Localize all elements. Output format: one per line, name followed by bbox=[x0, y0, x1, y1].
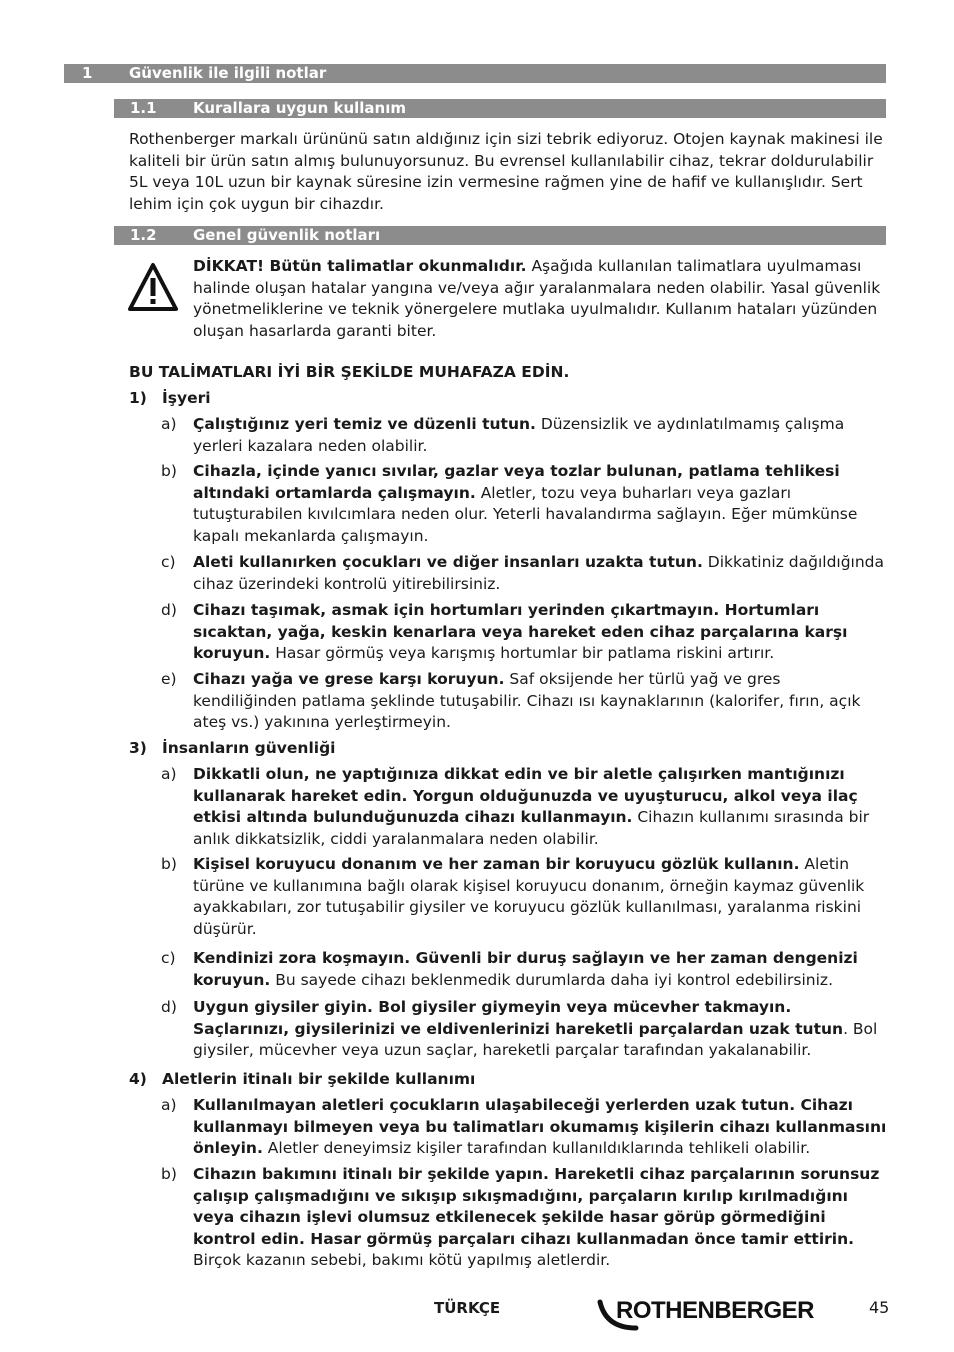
subsection-heading: 1) İşyeri bbox=[129, 389, 211, 407]
keep-instructions-notice: BU TALİMATLARI İYİ BİR ŞEKİLDE MUHAFAZA EDİN. bbox=[129, 363, 570, 381]
list-item: d) Cihazı taşımak, asmak için hortumları yerinden çıkartmayın. Hortumları sıcaktan, yağa, keskin kenarlara veya hareket eden cihaz parçalarına karşı koruyun. Hasar görmüş veya karışmış hortumlar bir patlama riskini artırır. bbox=[161, 601, 848, 663]
subsection-heading: 4) Aletlerin itinalı bir şekilde kullanımı bbox=[129, 1070, 476, 1088]
list-item: b) Cihazın bakımını itinalı bir şekilde yapın. Hareketli cihaz parçalarının sorunsuz çalışıp çalışmadığını ve sıkışıp sıkışmadığını, parçaların kırılıp kırılmadığını veya cihazın işlevi olumsuz etkilenecek şekilde hasar görüp görmediğini kontrol edin. Hasar görmüş parçaları cihazı kullanmadan önce tamir ettirin. Birçok kazanın sebebi, bakımı kötü yapılmış aletlerdir. bbox=[161, 1165, 880, 1270]
page-number: 45 bbox=[869, 1298, 890, 1317]
subsection-heading: 3) İnsanların güvenliği bbox=[129, 739, 336, 757]
list-item: a) Dikkatli olun, ne yaptığınıza dikkat edin ve bir aletle çalışırken mantığınızı kullanarak hareket edin. Yorgun olduğunuzda ve uyuşturucu, alkol veya ilaç etkisi altında bulunduğunuzda cihazı kullanmayın. Cihazın kullanımı sırasında bir anlık dikkatsizlik, ciddi yaralanmalara neden olabilir. bbox=[161, 765, 870, 848]
section-heading-1-1 bbox=[114, 99, 886, 118]
list-item: b) Kişisel koruyucu donanım ve her zaman bir koruyucu gözlük kullanın. Aletin türüne ve kullanımına bağlı olarak kişisel koruyucu donanım, örneğin kaymaz güvenlik ayakkabıları, zor tutuşabilir giysiler ve koruyucu gözlük kullanılması, yaralanma riskini düşürür. bbox=[161, 855, 865, 938]
list-item: c) Kendinizi zora koşmayın. Güvenli bir duruş sağlayın ve her zaman dengenizi koruyun. Bu sayede cihazı beklenmedik durumlarda daha iyi kontrol edebilirsiniz. bbox=[161, 949, 858, 989]
list-item: a) Çalıştığınız yeri temiz ve düzenli tutun. Düzensizlik ve aydınlatılmamış çalışma yerleri kazalara neden olabilir. bbox=[161, 415, 845, 455]
section-heading-1-2 bbox=[114, 226, 886, 245]
warning-bold: DİKKAT! Bütün talimatlar okunmalıdır. bbox=[193, 257, 527, 275]
section-number: 1.1 bbox=[130, 99, 157, 117]
list-item: d) Uygun giysiler giyin. Bol giysiler giymeyin veya mücevher takmayın. Saçlarınızı, giysilerinizi ve eldivenlerinizi hareketli parçalardan uzak tutun. Bol giysiler, mücevher veya uzun saçlar, hareketli parçalar tarafından yakalanabilir. bbox=[161, 998, 878, 1060]
intro-paragraph: Rothenberger markalı ürününü satın aldığınız için sizi tebrik ediyoruz. Otojen kaynak makinesi ile kaliteli bir ürün satın almış bulunuyorsunuz. Bu evrensel kullanılabilir cihaz, tekrar doldurulabilir 5L veya 10L uzun bir kaynak süresine izin vermesine rağmen yine de hafif ve kullanışlıdır. Sert lehim için çok uygun bir cihazdır. bbox=[129, 130, 883, 213]
footer-language: TÜRKÇE bbox=[434, 1299, 501, 1317]
section-heading-1 bbox=[64, 64, 886, 83]
section-title: Kurallara uygun kullanım bbox=[193, 99, 406, 117]
section-number: 1 bbox=[82, 64, 93, 82]
section-number: 1.2 bbox=[130, 226, 157, 244]
section-title: Genel güvenlik notları bbox=[193, 226, 381, 244]
warning-triangle-icon bbox=[128, 262, 178, 312]
brand-logo bbox=[596, 1294, 836, 1332]
list-item: a) Kullanılmayan aletleri çocukların ulaşabileceği yerlerden uzak tutun. Cihazı kullanmayı bilmeyen veya bu talimatları okumamış kişilerin cihazı kullanmasını önleyin. Aletler deneyimsiz kişiler tarafından kullanıldıklarında tehlikeli olabilir. bbox=[161, 1096, 887, 1158]
brand-logo-text: ROTHENBERGER bbox=[616, 1297, 815, 1324]
list-item: b) Cihazla, içinde yanıcı sıvılar, gazlar veya tozlar bulunan, patlama tehlikesi altındaki ortamlarda çalışmayın. Aletler, tozu veya buharları veya gazları tutuşturabilen kıvılcımlara neden olur. Yeterli havalandırma sağlayın. Eğer mümkünse kapalı mekanlarda çalışmayın. bbox=[161, 462, 858, 545]
warning-text bbox=[193, 256, 886, 342]
list-item: c) Aleti kullanırken çocukları ve diğer insanları uzakta tutun. Dikkatiniz dağıldığında cihaz üzerindeki kontrolü yitirebilirsiniz. bbox=[161, 553, 885, 593]
section-title: Güvenlik ile ilgili notlar bbox=[129, 64, 327, 82]
warning-body: Aşağıda kullanılan talimatlara uyulmaması halinde oluşan hatalar yangına ve/veya ağır yaralanmalara neden olabilir. Yasal güvenlik yönetmeliklerine ve teknik yönergelere mutlaka uyulmalıdır. Kullanım hataları yüzünden oluşan hasarlarda garanti biter. bbox=[193, 257, 881, 340]
list-item: e) Cihazı yağa ve grese karşı koruyun. Saf oksijende her türlü yağ ve gres kendiliğinden patlama şeklinde tutuşabilir. Cihazı ısı kaynaklarının (kalorifer, fırın, açık ateş vs.) yakınına yerleştirmeyin. bbox=[161, 670, 861, 732]
